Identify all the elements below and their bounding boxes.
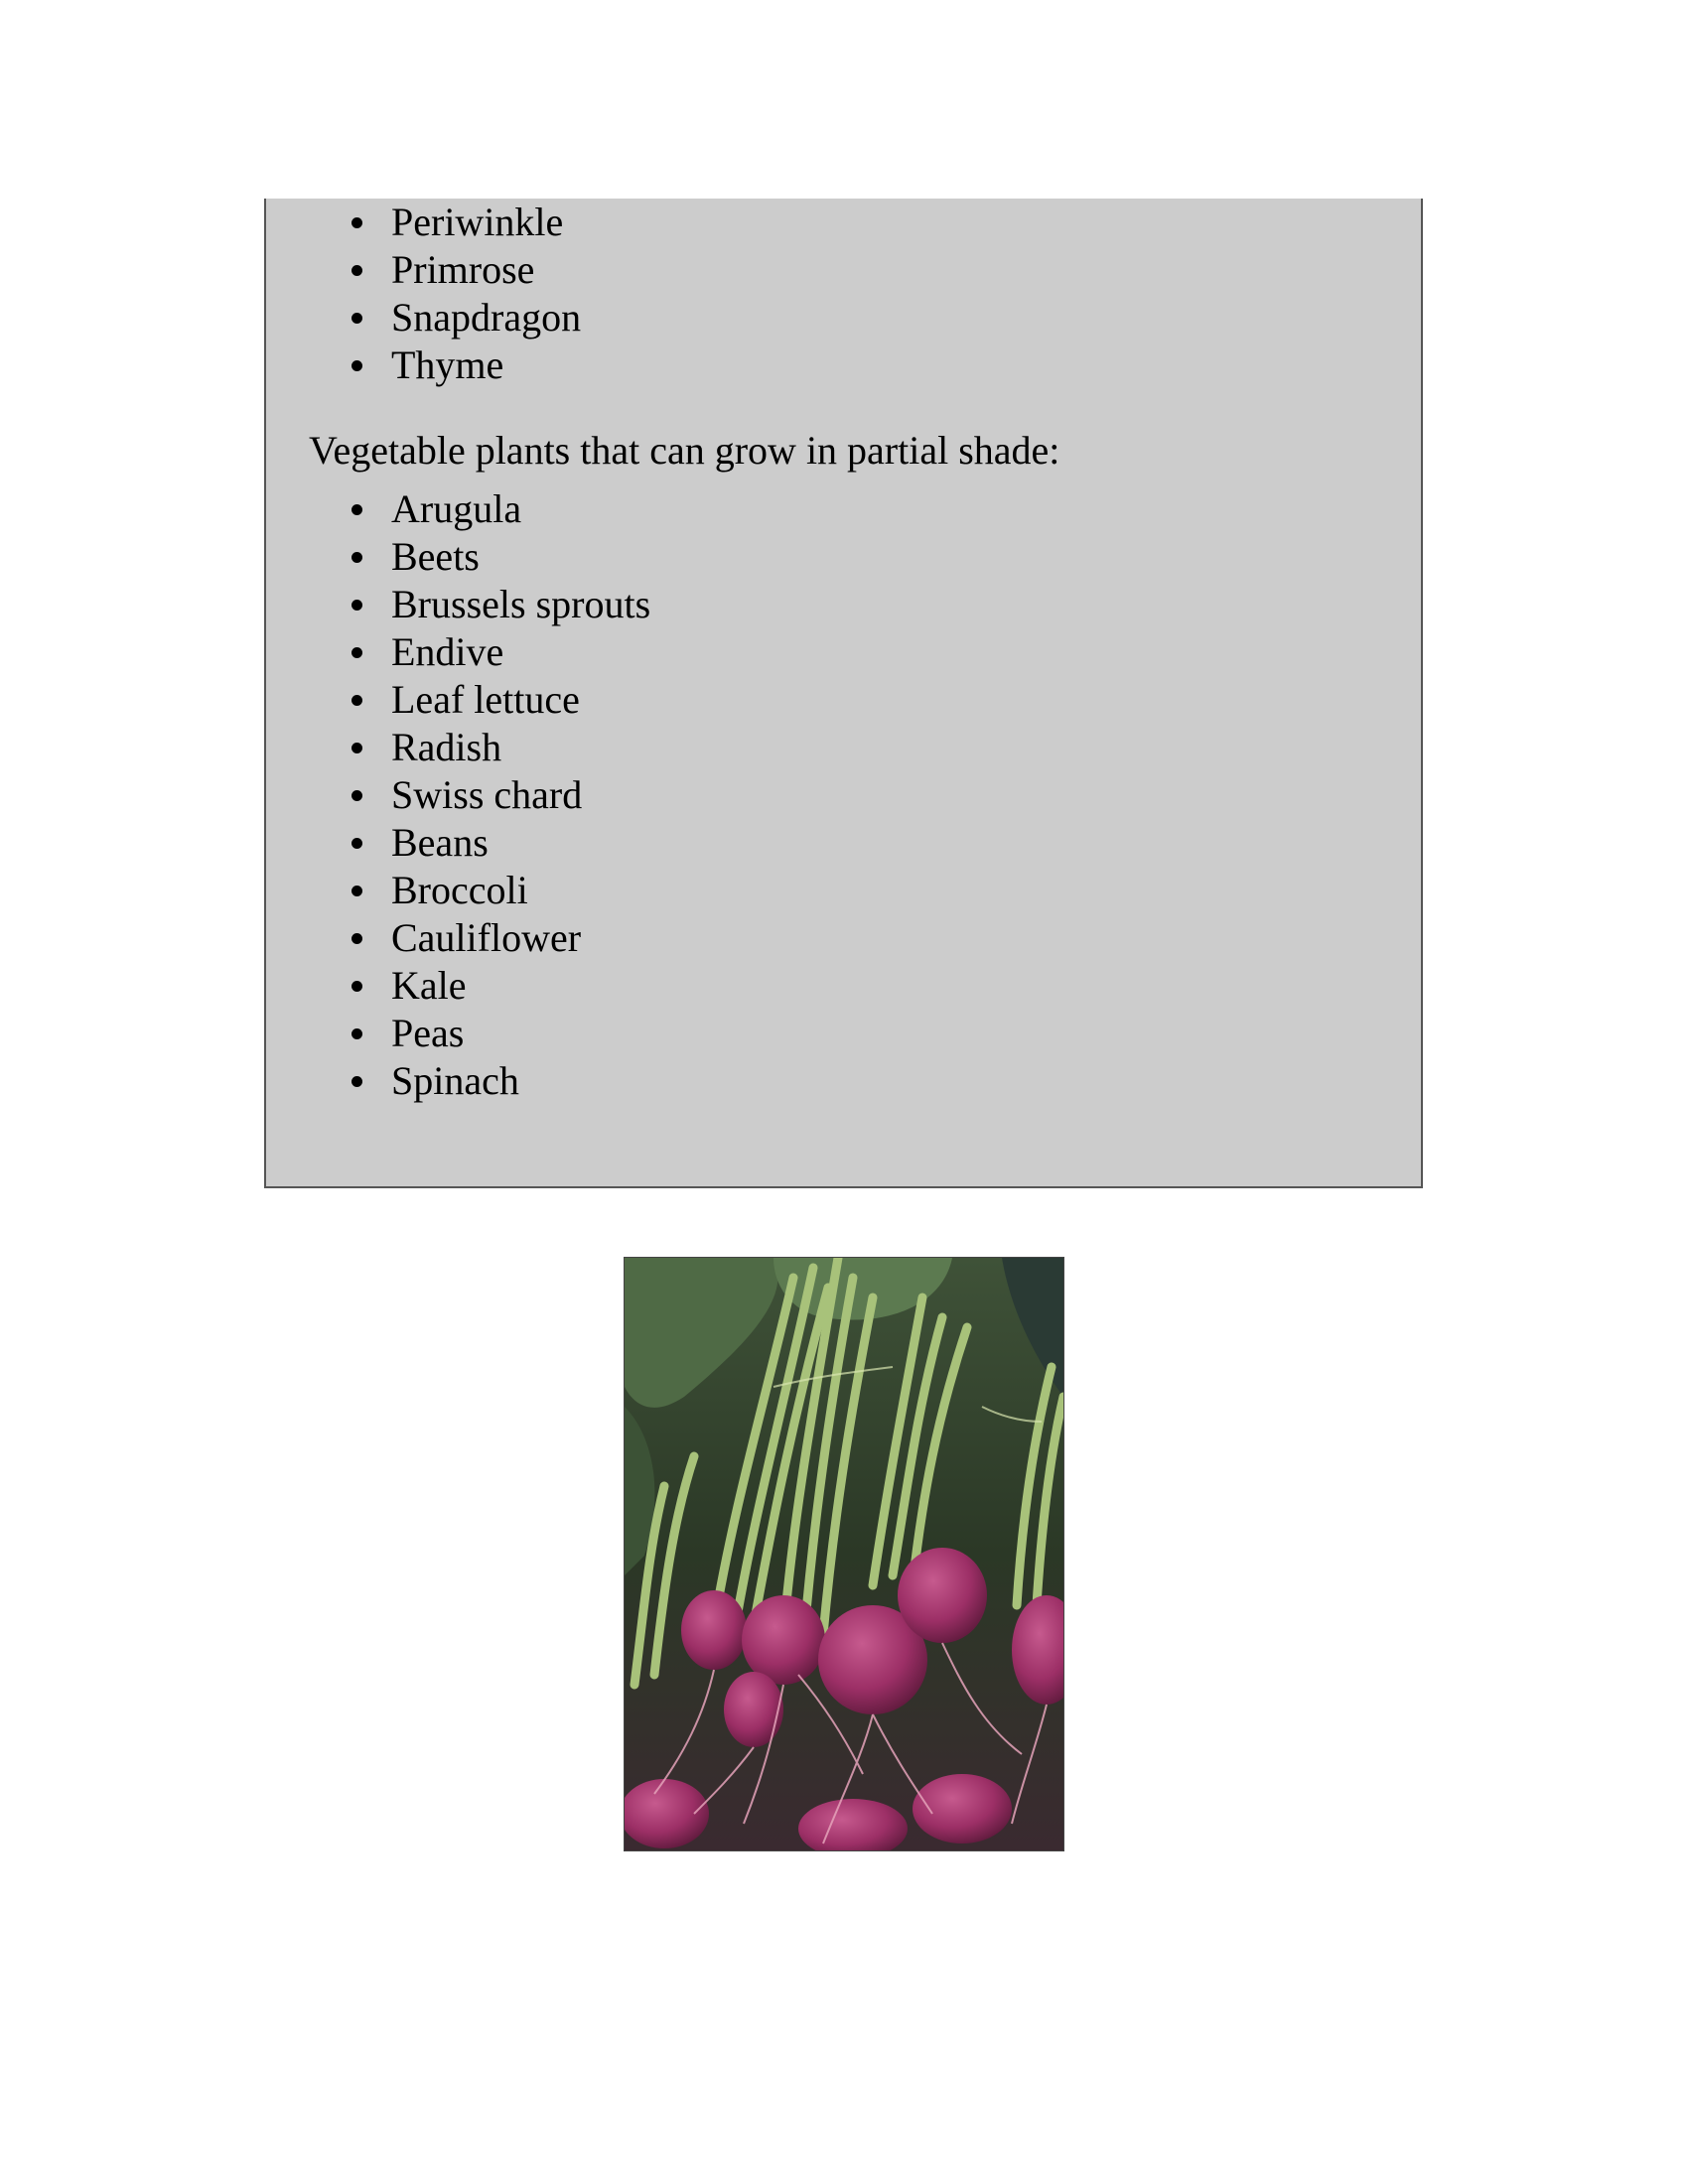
list-item-label: Periwinkle [391,200,564,244]
list-item-label: Endive [391,629,504,674]
bullet-icon [352,933,362,944]
list-item-label: Broccoli [391,868,528,912]
list-item-label: Arugula [391,486,522,531]
list-item-label: Leaf lettuce [391,677,580,722]
list-item [266,533,650,581]
bullet-icon [352,838,362,849]
list-item-label: Spinach [391,1058,519,1103]
bullet-icon [352,790,362,801]
list-item [266,724,650,771]
bullet-icon [352,886,362,896]
bullet-icon [352,1028,362,1039]
list-item [266,867,650,914]
bullet-icon [352,265,362,276]
list-item-label: Beans [391,820,489,865]
list-item-label: Cauliflower [391,915,582,960]
bullet-icon [352,217,362,228]
bullet-icon [352,600,362,611]
list-item [266,341,581,389]
list-item-label: Radish [391,725,502,769]
list-item [266,581,650,628]
list-item [266,294,581,341]
bullet-icon [352,1076,362,1087]
bullet-icon [352,981,362,992]
list-item [266,819,650,867]
list-item [266,771,650,819]
list-item [266,1010,650,1057]
list-item [266,246,581,294]
list-item [266,962,650,1010]
list-item [266,914,650,962]
bullet-icon [352,360,362,371]
list-item-label: Peas [391,1011,465,1055]
flowers-list [266,199,581,389]
list-item [266,676,650,724]
bullet-icon [352,552,362,563]
vegetables-heading: Vegetable plants that can grow in partial shade: [309,428,1060,473]
list-item [266,199,581,246]
bullet-icon [352,647,362,658]
bullet-icon [352,504,362,515]
list-item [266,485,650,533]
vegetables-list [266,485,650,1105]
radish-illustration [625,1258,1063,1850]
radish-bunch-photo [624,1257,1064,1851]
list-item-label: Kale [391,963,467,1008]
bullet-icon [352,695,362,706]
list-item-label: Thyme [391,342,504,387]
bullet-icon [352,743,362,753]
list-item-label: Brussels sprouts [391,582,651,626]
bullet-icon [352,313,362,324]
list-item-label: Beets [391,534,480,579]
list-item [266,628,650,676]
list-item-label: Primrose [391,247,535,292]
list-item-label: Snapdragon [391,295,582,340]
shade-plants-callout [264,199,1423,1188]
list-item [266,1057,650,1105]
list-item-label: Swiss chard [391,772,583,817]
